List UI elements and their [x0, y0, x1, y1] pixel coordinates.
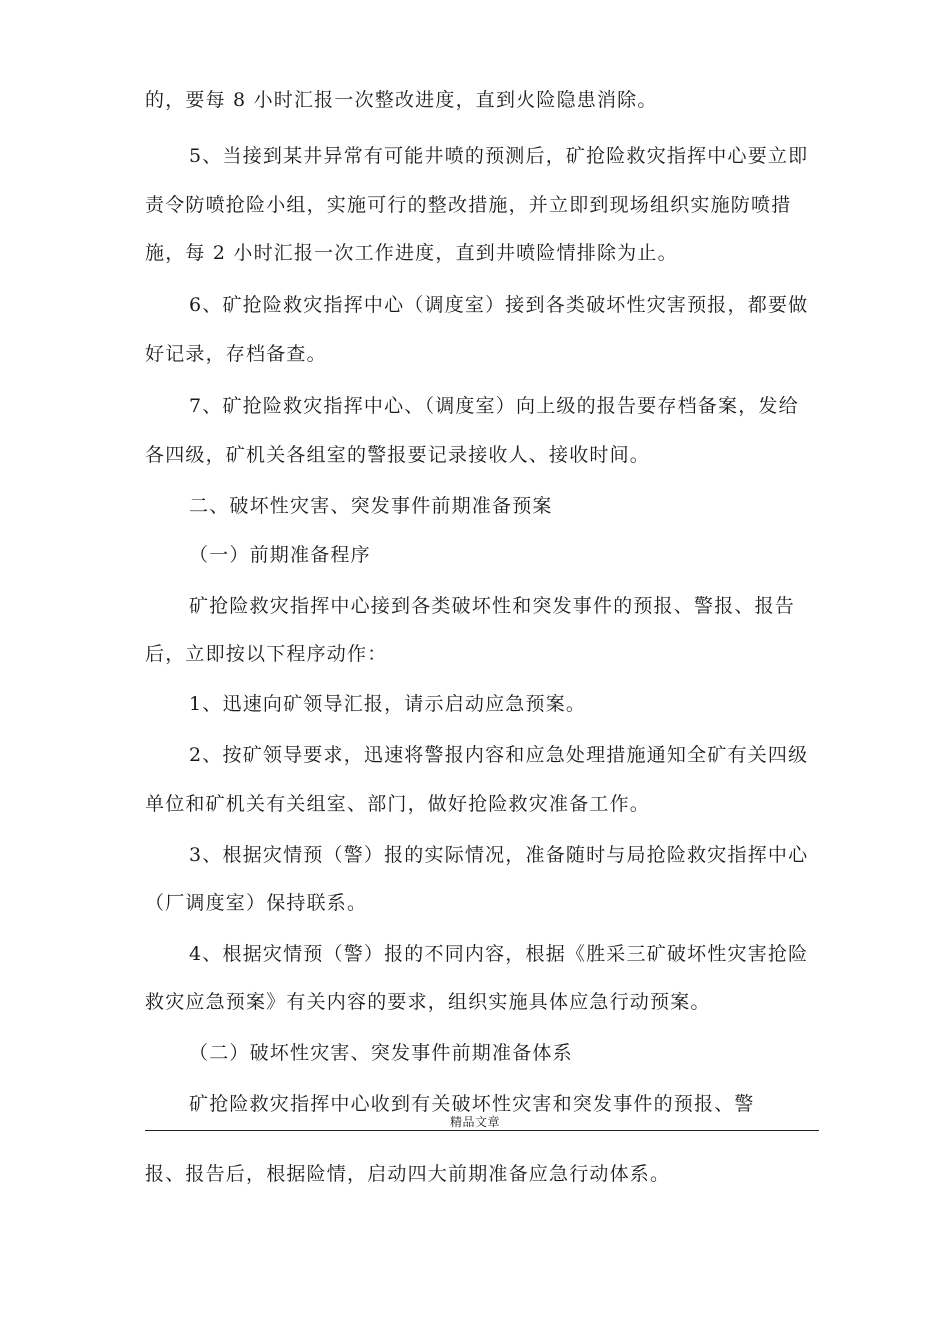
text-line-5: 6、矿抢险救灾指挥中心（调度室）接到各类破坏性灾害预报，都要做: [189, 294, 809, 316]
text-line-16: 3、根据灾情预（警）报的实际情况，准备随时与局抢险救灾指挥中心: [189, 844, 809, 866]
text-line-11: 矿抢险救灾指挥中心接到各类破坏性和突发事件的预报、警报、报告: [189, 595, 796, 617]
text-line-14: 2、按矿领导要求，迅速将警报内容和应急处理措施通知全矿有关四级: [189, 744, 809, 766]
text-line-6: 好记录，存档备查。: [145, 343, 327, 365]
text-line-15: 单位和矿机关有关组室、部门，做好抢险救灾准备工作。: [145, 793, 651, 815]
text-line-22: 报、报告后，根据险情，启动四大前期准备应急行动体系。: [145, 1163, 671, 1185]
text-line-18: 4、根据灾情预（警）报的不同内容，根据《胜采三矿破坏性灾害抢险: [189, 943, 809, 965]
text-line-21: 矿抢险救灾指挥中心收到有关破坏性灾害和突发事件的预报、警: [189, 1093, 755, 1115]
text-line-4: 施，每 2 小时汇报一次工作进度，直到井喷险情排除为止。: [145, 242, 678, 264]
section-heading: 二、破坏性灾害、突发事件前期准备预案: [189, 495, 553, 517]
subsection-heading-1: （一）前期准备程序: [189, 544, 371, 566]
text-line-7: 7、矿抢险救灾指挥中心、（调度室）向上级的报告要存档备案，发给: [189, 395, 799, 417]
text-line-2: 5、当接到某井异常有可能井喷的预测后，矿抢险救灾指挥中心要立即: [189, 145, 809, 167]
footer-divider: [145, 1130, 819, 1131]
text-line-13: 1、迅速向矿领导汇报，请示启动应急预案。: [189, 693, 587, 715]
subsection-heading-2: （二）破坏性灾害、突发事件前期准备体系: [189, 1042, 573, 1064]
text-line-17: （厂调度室）保持联系。: [145, 892, 368, 914]
text-line-1: 的，要每 8 小时汇报一次整改进度，直到火险隐患消除。: [145, 89, 658, 111]
footer-label: 精品文章: [449, 1115, 500, 1129]
text-line-8: 各四级，矿机关各组室的警报要记录接收人、接收时间。: [145, 444, 651, 466]
text-line-12: 后，立即按以下程序动作：: [145, 643, 388, 665]
text-line-19: 救灾应急预案》有关内容的要求，组织实施具体应急行动预案。: [145, 991, 711, 1013]
text-line-3: 责令防喷抢险小组，实施可行的整改措施，并立即到现场组织实施防喷措: [145, 194, 792, 216]
